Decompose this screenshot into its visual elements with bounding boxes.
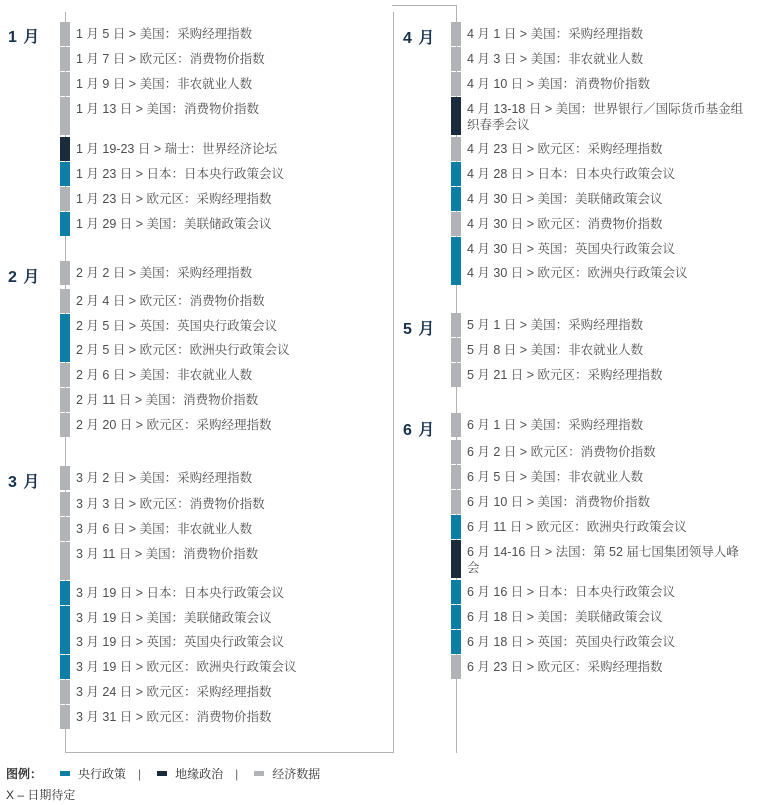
central-bank-marker bbox=[60, 314, 70, 338]
event-text: 4 月 3 日 > 美国：非农就业人数 bbox=[467, 52, 644, 66]
event-text: 4 月 30 日 > 美国：美联储政策会议 bbox=[467, 192, 663, 206]
event-item bbox=[451, 187, 751, 211]
event-text: 3 月 19 日 > 日本：日本央行政策会议 bbox=[76, 586, 285, 600]
event-item bbox=[60, 466, 390, 490]
event-item bbox=[451, 237, 751, 261]
event-text: 1 月 13 日 > 美国：消费物价指数 bbox=[76, 102, 260, 116]
event-item bbox=[60, 22, 390, 46]
legend-economic-data-swatch bbox=[254, 771, 264, 776]
event-item bbox=[60, 542, 390, 580]
event-text: 2 月 11 日 > 美国：消费物价指数 bbox=[76, 393, 259, 407]
event-item bbox=[451, 137, 751, 161]
legend-central-bank-swatch bbox=[60, 771, 70, 776]
economic-data-marker bbox=[451, 313, 461, 337]
event-text: 3 月 24 日 > 欧元区：采购经理指数 bbox=[76, 685, 272, 699]
event-text: 1 月 7 日 > 欧元区：消费物价指数 bbox=[76, 52, 265, 66]
date-tbd-note: X – 日期待定 bbox=[6, 788, 76, 802]
economic-data-marker bbox=[60, 705, 70, 729]
event-item bbox=[60, 261, 390, 285]
legend bbox=[6, 765, 320, 782]
event-text: 2 月 2 日 > 美国：采购经理指数 bbox=[76, 266, 253, 280]
event-text: 4 月 30 日 > 英国：英国央行政策会议 bbox=[467, 242, 676, 256]
legend-geopolitics: 地缘政治 bbox=[175, 767, 224, 781]
economic-data-marker bbox=[60, 413, 70, 437]
geopolitics-marker bbox=[451, 540, 461, 578]
event-item bbox=[60, 655, 390, 679]
economic-data-marker bbox=[60, 187, 70, 211]
event-item bbox=[451, 363, 751, 387]
event-text: 4 月 23 日 > 欧元区：采购经理指数 bbox=[467, 142, 663, 156]
event-text: 2 月 4 日 > 欧元区：消费物价指数 bbox=[76, 294, 265, 308]
event-text: 4 月 28 日 > 日本：日本央行政策会议 bbox=[467, 167, 676, 181]
economic-data-marker bbox=[60, 261, 70, 285]
month-label: 1 月 bbox=[8, 29, 41, 46]
event-text: 1 月 23 日 > 欧元区：采购经理指数 bbox=[76, 192, 272, 206]
event-item bbox=[60, 388, 390, 412]
economic-data-marker bbox=[451, 212, 461, 236]
economic-data-marker bbox=[60, 22, 70, 46]
event-text: 1 月 9 日 > 美国：非农就业人数 bbox=[76, 77, 253, 91]
event-item bbox=[60, 338, 390, 362]
event-text: 3 月 31 日 > 欧元区：消费物价指数 bbox=[76, 710, 272, 724]
central-bank-marker bbox=[451, 605, 461, 629]
economic-data-marker bbox=[60, 388, 70, 412]
event-item bbox=[60, 314, 390, 338]
event-item bbox=[451, 261, 751, 285]
geopolitics-marker bbox=[60, 137, 70, 161]
event-item bbox=[451, 490, 751, 514]
central-bank-marker bbox=[60, 162, 70, 186]
event-text: 3 月 19 日 > 美国：美联储政策会议 bbox=[76, 611, 272, 625]
economic-data-marker bbox=[451, 338, 461, 362]
event-text: 3 月 2 日 > 美国：采购经理指数 bbox=[76, 471, 253, 485]
event-text: 6 月 2 日 > 欧元区：消费物价指数 bbox=[467, 445, 656, 459]
economic-data-marker bbox=[451, 47, 461, 71]
event-text: 1 月 5 日 > 美国：采购经理指数 bbox=[76, 27, 253, 41]
event-item bbox=[451, 465, 751, 489]
event-text: 1 月 29 日 > 美国：美联储政策会议 bbox=[76, 217, 272, 231]
event-item bbox=[451, 630, 751, 654]
economic-data-marker bbox=[451, 363, 461, 387]
economic-data-marker bbox=[60, 363, 70, 387]
event-item bbox=[60, 187, 390, 211]
economic-data-marker bbox=[60, 289, 70, 313]
event-item bbox=[451, 655, 751, 679]
event-item bbox=[60, 630, 390, 654]
central-bank-marker bbox=[451, 515, 461, 539]
event-item bbox=[451, 580, 751, 604]
event-item bbox=[451, 540, 751, 578]
legend-separator: | bbox=[235, 766, 239, 781]
right-column-frame-top bbox=[392, 5, 456, 6]
economic-data-marker bbox=[451, 655, 461, 679]
economic-data-marker bbox=[60, 680, 70, 704]
economic-data-marker bbox=[60, 72, 70, 96]
economic-data-marker bbox=[451, 22, 461, 46]
event-item bbox=[451, 22, 751, 46]
legend-central-bank: 央行政策 bbox=[78, 767, 127, 781]
event-text: 2 月 5 日 > 欧元区：欧洲央行政策会议 bbox=[76, 343, 290, 357]
economic-data-marker bbox=[451, 440, 461, 464]
central-bank-marker bbox=[60, 655, 70, 679]
economic-data-marker bbox=[451, 72, 461, 96]
event-item bbox=[451, 97, 751, 135]
right-column-frame bbox=[392, 5, 457, 753]
event-item bbox=[451, 47, 751, 71]
event-text: 2 月 6 日 > 美国：非农就业人数 bbox=[76, 368, 253, 382]
event-item bbox=[451, 72, 751, 96]
event-item bbox=[60, 97, 390, 135]
central-bank-marker bbox=[451, 237, 461, 261]
event-item bbox=[60, 517, 390, 541]
economic-data-marker bbox=[451, 490, 461, 514]
event-item bbox=[60, 581, 390, 605]
event-text: 2 月 20 日 > 欧元区：采购经理指数 bbox=[76, 418, 272, 432]
event-item bbox=[451, 212, 751, 236]
economic-data-marker bbox=[60, 542, 70, 580]
event-item bbox=[60, 289, 390, 313]
event-text: 6 月 1 日 > 美国：采购经理指数 bbox=[467, 418, 644, 432]
legend-separator: | bbox=[138, 766, 142, 781]
geopolitics-marker bbox=[451, 97, 461, 135]
event-item bbox=[451, 440, 751, 464]
central-bank-marker bbox=[451, 630, 461, 654]
event-text: 3 月 3 日 > 欧元区：消费物价指数 bbox=[76, 497, 265, 511]
event-item bbox=[60, 705, 390, 729]
event-text: 6 月 16 日 > 日本：日本央行政策会议 bbox=[467, 585, 676, 599]
economic-data-marker bbox=[451, 465, 461, 489]
event-item bbox=[60, 680, 390, 704]
economic-data-marker bbox=[60, 47, 70, 71]
economic-data-marker bbox=[451, 413, 461, 437]
central-bank-marker bbox=[60, 212, 70, 236]
event-text: 1 月 19-23 日 > 瑞士：世界经济论坛 bbox=[76, 142, 278, 156]
event-text: 4 月 13-18 日 > 美国：世界银行／国际货币基金组织春季会议 bbox=[467, 102, 744, 132]
central-bank-marker bbox=[451, 580, 461, 604]
event-item bbox=[451, 338, 751, 362]
month-label: 3 月 bbox=[8, 474, 41, 491]
event-text: 6 月 23 日 > 欧元区：采购经理指数 bbox=[467, 660, 663, 674]
event-item bbox=[451, 605, 751, 629]
event-item bbox=[60, 363, 390, 387]
event-item bbox=[451, 413, 751, 437]
event-text: 6 月 5 日 > 美国：非农就业人数 bbox=[467, 470, 644, 484]
event-text: 3 月 19 日 > 英国：英国央行政策会议 bbox=[76, 635, 285, 649]
legend-geopolitics-swatch bbox=[157, 771, 167, 776]
legend-economic-data: 经济数据 bbox=[272, 767, 321, 781]
event-text: 6 月 18 日 > 英国：英国央行政策会议 bbox=[467, 635, 676, 649]
central-bank-marker bbox=[451, 162, 461, 186]
event-text: 4 月 30 日 > 欧元区：欧洲央行政策会议 bbox=[467, 266, 688, 280]
month-label: 2 月 bbox=[8, 269, 41, 286]
central-bank-marker bbox=[60, 338, 70, 362]
economic-data-marker bbox=[60, 517, 70, 541]
economic-data-marker bbox=[60, 492, 70, 516]
event-text: 3 月 19 日 > 欧元区：欧洲央行政策会议 bbox=[76, 660, 297, 674]
event-item bbox=[451, 162, 751, 186]
event-text: 6 月 10 日 > 美国：消费物价指数 bbox=[467, 495, 651, 509]
central-bank-marker bbox=[60, 581, 70, 605]
event-item bbox=[60, 492, 390, 516]
event-text: 4 月 30 日 > 欧元区：消费物价指数 bbox=[467, 217, 663, 231]
event-text: 3 月 11 日 > 美国：消费物价指数 bbox=[76, 547, 259, 561]
event-item bbox=[60, 212, 390, 236]
event-text: 3 月 6 日 > 美国：非农就业人数 bbox=[76, 522, 253, 536]
legend-label: 图例： bbox=[6, 767, 43, 781]
central-bank-marker bbox=[60, 606, 70, 630]
event-text: 2 月 5 日 > 英国：英国央行政策会议 bbox=[76, 319, 278, 333]
event-text: 6 月 11 日 > 欧元区：欧洲央行政策会议 bbox=[467, 520, 687, 534]
month-label: 4 月 bbox=[403, 30, 436, 47]
central-bank-marker bbox=[60, 630, 70, 654]
event-text: 5 月 21 日 > 欧元区：采购经理指数 bbox=[467, 368, 663, 382]
event-item bbox=[60, 47, 390, 71]
event-item bbox=[60, 162, 390, 186]
event-item bbox=[60, 72, 390, 96]
event-item bbox=[451, 515, 751, 539]
central-bank-marker bbox=[451, 187, 461, 211]
event-text: 6 月 18 日 > 美国：美联储政策会议 bbox=[467, 610, 663, 624]
event-item bbox=[60, 413, 390, 437]
event-text: 4 月 10 日 > 美国：消费物价指数 bbox=[467, 77, 651, 91]
economic-data-marker bbox=[451, 137, 461, 161]
economic-data-marker bbox=[60, 97, 70, 135]
event-item bbox=[60, 137, 390, 161]
event-text: 6 月 14-16 日 > 法国：第 52 届七国集团领导人峰会 bbox=[467, 545, 739, 575]
event-text: 5 月 8 日 > 美国：非农就业人数 bbox=[467, 343, 644, 357]
economic-data-marker bbox=[60, 466, 70, 490]
event-item bbox=[60, 606, 390, 630]
month-label: 6 月 bbox=[403, 422, 436, 439]
event-text: 1 月 23 日 > 日本：日本央行政策会议 bbox=[76, 167, 285, 181]
month-label: 5 月 bbox=[403, 321, 436, 338]
event-text: 4 月 1 日 > 美国：采购经理指数 bbox=[467, 27, 644, 41]
event-text: 5 月 1 日 > 美国：采购经理指数 bbox=[467, 318, 644, 332]
event-item bbox=[451, 313, 751, 337]
central-bank-marker bbox=[451, 261, 461, 285]
